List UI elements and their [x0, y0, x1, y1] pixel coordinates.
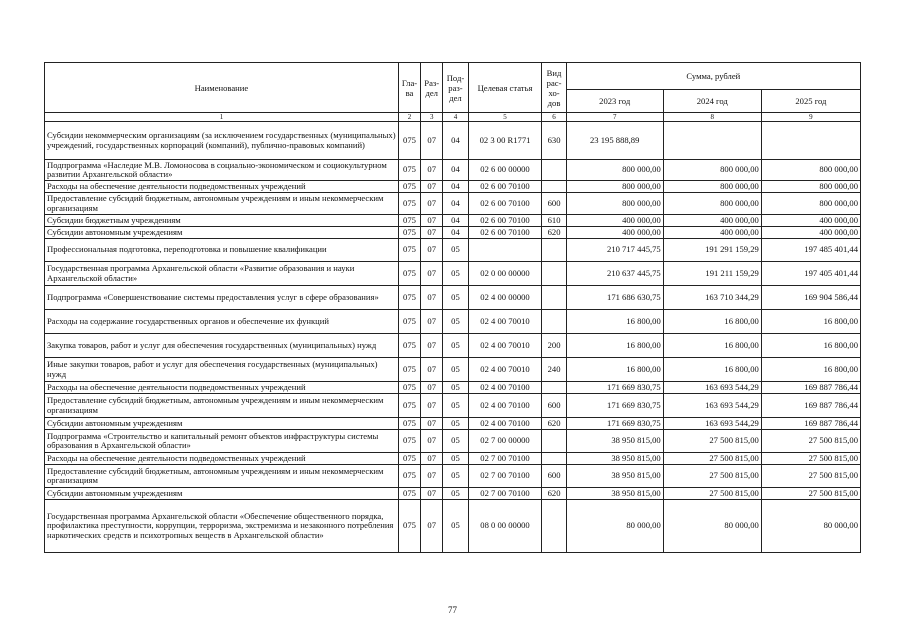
- row-expense-type: [542, 286, 566, 310]
- row-section: 07: [421, 262, 443, 286]
- row-name: Предоставление субсидий бюджетным, автономным учреждениям и иным некоммерческим организациям: [45, 193, 399, 215]
- row-name: Субсидии автономным учреждениям: [45, 488, 399, 500]
- row-sum-2023: 16 800,00: [566, 334, 663, 358]
- row-chapter: 075: [398, 488, 420, 500]
- row-sum-2023: 210 717 445,75: [566, 239, 663, 262]
- row-sum-2025: 800 000,00: [761, 193, 860, 215]
- row-sum-2024: 27 500 815,00: [663, 430, 761, 453]
- row-expense-type: [542, 430, 566, 453]
- row-target: 02 4 00 70100: [468, 382, 542, 394]
- row-expense-type: 600: [542, 465, 566, 488]
- row-section: 07: [421, 500, 443, 553]
- row-sum-2025: 197 405 401,44: [761, 262, 860, 286]
- row-sum-2023: 210 637 445,75: [566, 262, 663, 286]
- row-section: 07: [421, 227, 443, 239]
- row-name: Расходы на обеспечение деятельности подведомственных учреждений: [45, 181, 399, 193]
- row-chapter: 075: [398, 500, 420, 553]
- row-sum-2024: 16 800,00: [663, 334, 761, 358]
- row-sum-2024: 27 500 815,00: [663, 465, 761, 488]
- row-target: 02 4 00 70010: [468, 334, 542, 358]
- row-name: Закупка товаров, работ и услуг для обеспечения государственных (муниципальных) нужд: [45, 334, 399, 358]
- row-section: 07: [421, 382, 443, 394]
- row-target: 02 4 00 70010: [468, 358, 542, 382]
- row-section: 07: [421, 286, 443, 310]
- row-section: 07: [421, 193, 443, 215]
- page-number: 77: [448, 605, 457, 615]
- row-sum-2024: 400 000,00: [663, 215, 761, 227]
- row-expense-type: 600: [542, 394, 566, 418]
- row-expense-type: 630: [542, 122, 566, 160]
- table-row: [45, 488, 861, 500]
- row-target: 02 7 00 70100: [468, 488, 542, 500]
- row-section: 07: [421, 394, 443, 418]
- row-sum-2024: 400 000,00: [663, 227, 761, 239]
- row-subsection: 05: [443, 394, 468, 418]
- table-row: [45, 394, 861, 418]
- row-sum-2023: 800 000,00: [566, 193, 663, 215]
- row-sum-2024: [663, 122, 761, 160]
- row-expense-type: [542, 500, 566, 553]
- row-sum-2024: 16 800,00: [663, 310, 761, 334]
- row-subsection: 04: [443, 215, 468, 227]
- row-sum-2024: 163 693 544,29: [663, 382, 761, 394]
- colnum: 8: [663, 113, 761, 122]
- header-expense-type: Вид рас-хо-дов: [542, 63, 566, 113]
- row-section: 07: [421, 418, 443, 430]
- row-sum-2024: 80 000,00: [663, 500, 761, 553]
- row-target: 02 4 00 70100: [468, 418, 542, 430]
- row-sum-2025: 16 800,00: [761, 310, 860, 334]
- table-row: [45, 310, 861, 334]
- row-sum-2023: 400 000,00: [566, 215, 663, 227]
- header-chapter: Гла-ва: [398, 63, 420, 113]
- row-subsection: 04: [443, 193, 468, 215]
- row-sum-2023: 800 000,00: [566, 181, 663, 193]
- row-sum-2025: 27 500 815,00: [761, 465, 860, 488]
- table-row: [45, 227, 861, 239]
- table-row: [45, 286, 861, 310]
- row-sum-2023: 171 686 630,75: [566, 286, 663, 310]
- row-chapter: 075: [398, 334, 420, 358]
- table-row: [45, 215, 861, 227]
- row-chapter: 075: [398, 358, 420, 382]
- row-sum-2025: 27 500 815,00: [761, 488, 860, 500]
- row-subsection: 04: [443, 227, 468, 239]
- row-sum-2023: 16 800,00: [566, 310, 663, 334]
- row-target: 02 7 00 00000: [468, 430, 542, 453]
- row-expense-type: 200: [542, 334, 566, 358]
- row-sum-2025: 169 887 786,44: [761, 394, 860, 418]
- row-expense-type: 600: [542, 193, 566, 215]
- row-chapter: 075: [398, 286, 420, 310]
- table-row: [45, 465, 861, 488]
- row-target: [468, 239, 542, 262]
- row-target: 02 6 00 70100: [468, 181, 542, 193]
- row-subsection: 05: [443, 334, 468, 358]
- column-number-row: [45, 113, 861, 122]
- row-section: 07: [421, 488, 443, 500]
- header-year-2023: 2023 год: [566, 90, 663, 113]
- row-section: 07: [421, 215, 443, 227]
- colnum: 5: [468, 113, 542, 122]
- row-sum-2023: 171 669 830,75: [566, 418, 663, 430]
- table-row: [45, 418, 861, 430]
- row-subsection: 05: [443, 418, 468, 430]
- row-chapter: 075: [398, 394, 420, 418]
- header-year-2024: 2024 год: [663, 90, 761, 113]
- table-row: [45, 334, 861, 358]
- row-sum-2023: 38 950 815,00: [566, 488, 663, 500]
- row-subsection: 04: [443, 160, 468, 181]
- row-subsection: 05: [443, 310, 468, 334]
- colnum: 1: [45, 113, 399, 122]
- row-sum-2023: 38 950 815,00: [566, 465, 663, 488]
- row-sum-2024: 800 000,00: [663, 160, 761, 181]
- row-section: 07: [421, 453, 443, 465]
- row-name: Субсидии автономным учреждениям: [45, 418, 399, 430]
- row-target: 08 0 00 00000: [468, 500, 542, 553]
- row-sum-2023: 38 950 815,00: [566, 453, 663, 465]
- row-section: 07: [421, 310, 443, 334]
- row-sum-2025: 27 500 815,00: [761, 430, 860, 453]
- row-target: 02 4 00 00000: [468, 286, 542, 310]
- row-expense-type: [542, 181, 566, 193]
- row-sum-2023: 171 669 830,75: [566, 394, 663, 418]
- row-expense-type: 620: [542, 488, 566, 500]
- row-section: 07: [421, 122, 443, 160]
- row-sum-2025: 800 000,00: [761, 160, 860, 181]
- table-row: [45, 382, 861, 394]
- row-sum-2025: 197 485 401,44: [761, 239, 860, 262]
- row-target: 02 6 00 70100: [468, 227, 542, 239]
- row-chapter: 075: [398, 215, 420, 227]
- colnum: 4: [443, 113, 468, 122]
- header-target: Целевая статья: [468, 63, 542, 113]
- row-name: Субсидии бюджетным учреждениям: [45, 215, 399, 227]
- row-sum-2023: 16 800,00: [566, 358, 663, 382]
- row-sum-2024: 163 710 344,29: [663, 286, 761, 310]
- table-row: [45, 358, 861, 382]
- row-target: 02 4 00 70100: [468, 394, 542, 418]
- row-sum-2025: 800 000,00: [761, 181, 860, 193]
- row-subsection: 04: [443, 122, 468, 160]
- row-section: 07: [421, 465, 443, 488]
- row-expense-type: [542, 239, 566, 262]
- colnum: 6: [542, 113, 566, 122]
- table-row: [45, 181, 861, 193]
- row-sum-2024: 191 211 159,29: [663, 262, 761, 286]
- header-name: Наименование: [45, 63, 399, 113]
- row-chapter: 075: [398, 181, 420, 193]
- row-sum-2025: 169 887 786,44: [761, 418, 860, 430]
- row-sum-2025: 400 000,00: [761, 227, 860, 239]
- row-chapter: 075: [398, 310, 420, 334]
- row-section: 07: [421, 239, 443, 262]
- row-sum-2024: 27 500 815,00: [663, 488, 761, 500]
- row-chapter: 075: [398, 465, 420, 488]
- row-sum-2025: 80 000,00: [761, 500, 860, 553]
- row-subsection: 05: [443, 488, 468, 500]
- row-section: 07: [421, 181, 443, 193]
- row-name: Расходы на обеспечение деятельности подведомственных учреждений: [45, 382, 399, 394]
- row-expense-type: [542, 310, 566, 334]
- row-target: 02 6 00 70100: [468, 215, 542, 227]
- row-name: Подпрограмма «Совершенствование системы предоставления услуг в сфере образования»: [45, 286, 399, 310]
- row-chapter: 075: [398, 239, 420, 262]
- budget-table: [44, 62, 861, 553]
- row-expense-type: 610: [542, 215, 566, 227]
- row-sum-2023: 23 195 888,89: [566, 122, 663, 160]
- row-subsection: 04: [443, 181, 468, 193]
- header-subsection: Под-раз-дел: [443, 63, 468, 113]
- row-target: 02 4 00 70010: [468, 310, 542, 334]
- table-row: [45, 160, 861, 181]
- row-name: Государственная программа Архангельской области «Обеспечение общественного порядка, профилактика преступности, коррупции, терроризма, экстремизма и незаконного потребления наркотических средств и психотропных веществ в Архангельской области»: [45, 500, 399, 553]
- row-sum-2025: 27 500 815,00: [761, 453, 860, 465]
- header-sum: Сумма, рублей: [566, 63, 860, 90]
- row-subsection: 05: [443, 465, 468, 488]
- row-sum-2024: 800 000,00: [663, 181, 761, 193]
- row-expense-type: [542, 160, 566, 181]
- colnum: 7: [566, 113, 663, 122]
- colnum: 9: [761, 113, 860, 122]
- row-name: Подпрограмма «Наследие М.В. Ломоносова в социально-экономическом и социокультурном развитии Архангельской области»: [45, 160, 399, 181]
- row-name: Государственная программа Архангельской области «Развитие образования и науки Архангельской области»: [45, 262, 399, 286]
- row-target: 02 7 00 70100: [468, 453, 542, 465]
- row-name: Расходы на содержание государственных органов и обеспечение их функций: [45, 310, 399, 334]
- row-subsection: 05: [443, 358, 468, 382]
- row-sum-2024: 163 693 544,29: [663, 394, 761, 418]
- row-name: Профессиональная подготовка, переподготовка и повышение квалификации: [45, 239, 399, 262]
- row-sum-2023: 400 000,00: [566, 227, 663, 239]
- row-sum-2023: 800 000,00: [566, 160, 663, 181]
- table-row: [45, 262, 861, 286]
- row-name: Предоставление субсидий бюджетным, автономным учреждениям и иным некоммерческим организациям: [45, 394, 399, 418]
- row-section: 07: [421, 334, 443, 358]
- row-subsection: 05: [443, 500, 468, 553]
- row-chapter: 075: [398, 418, 420, 430]
- row-expense-type: 620: [542, 227, 566, 239]
- row-expense-type: 620: [542, 418, 566, 430]
- row-chapter: 075: [398, 453, 420, 465]
- row-sum-2024: 27 500 815,00: [663, 453, 761, 465]
- row-sum-2024: 16 800,00: [663, 358, 761, 382]
- row-subsection: 05: [443, 262, 468, 286]
- table-row: [45, 239, 861, 262]
- row-sum-2025: [761, 122, 860, 160]
- row-chapter: 075: [398, 382, 420, 394]
- row-name: Субсидии некоммерческим организациям (за исключением государственных (муниципальных) учреждений, государственных корпораций (компаний), публично-правовых компаний): [45, 122, 399, 160]
- row-target: 02 3 00 R1771: [468, 122, 542, 160]
- row-section: 07: [421, 160, 443, 181]
- row-chapter: 075: [398, 160, 420, 181]
- row-name: Расходы на обеспечение деятельности подведомственных учреждений: [45, 453, 399, 465]
- row-sum-2025: 16 800,00: [761, 334, 860, 358]
- row-chapter: 075: [398, 193, 420, 215]
- row-chapter: 075: [398, 227, 420, 239]
- row-target: 02 6 00 70100: [468, 193, 542, 215]
- colnum: 2: [398, 113, 420, 122]
- row-sum-2023: 38 950 815,00: [566, 430, 663, 453]
- row-expense-type: [542, 262, 566, 286]
- row-subsection: 05: [443, 239, 468, 262]
- row-sum-2024: 800 000,00: [663, 193, 761, 215]
- row-sum-2023: 171 669 830,75: [566, 382, 663, 394]
- row-target: 02 6 00 00000: [468, 160, 542, 181]
- row-name: Иные закупки товаров, работ и услуг для обеспечения государственных (муниципальных) нужд: [45, 358, 399, 382]
- row-subsection: 05: [443, 286, 468, 310]
- row-name: Субсидии автономным учреждениям: [45, 227, 399, 239]
- header-section: Раз-дел: [421, 63, 443, 113]
- row-sum-2024: 163 693 544,29: [663, 418, 761, 430]
- row-sum-2025: 169 887 786,44: [761, 382, 860, 394]
- table-row: [45, 500, 861, 553]
- table-row: [45, 430, 861, 453]
- row-chapter: 075: [398, 430, 420, 453]
- row-target: 02 7 00 70100: [468, 465, 542, 488]
- row-expense-type: [542, 453, 566, 465]
- row-chapter: 075: [398, 122, 420, 160]
- header-year-2025: 2025 год: [761, 90, 860, 113]
- row-sum-2023: 80 000,00: [566, 500, 663, 553]
- table-row: [45, 122, 861, 160]
- row-section: 07: [421, 358, 443, 382]
- row-subsection: 05: [443, 382, 468, 394]
- row-subsection: 05: [443, 430, 468, 453]
- row-expense-type: 240: [542, 358, 566, 382]
- row-subsection: 05: [443, 453, 468, 465]
- row-section: 07: [421, 430, 443, 453]
- colnum: 3: [421, 113, 443, 122]
- row-name: Предоставление субсидий бюджетным, автономным учреждениям и иным некоммерческим организациям: [45, 465, 399, 488]
- table-row: [45, 193, 861, 215]
- row-expense-type: [542, 382, 566, 394]
- row-chapter: 075: [398, 262, 420, 286]
- table-row: [45, 453, 861, 465]
- row-sum-2025: 169 904 586,44: [761, 286, 860, 310]
- row-sum-2025: 16 800,00: [761, 358, 860, 382]
- row-sum-2025: 400 000,00: [761, 215, 860, 227]
- table-body: [45, 122, 861, 553]
- row-sum-2024: 191 291 159,29: [663, 239, 761, 262]
- row-target: 02 0 00 00000: [468, 262, 542, 286]
- row-name: Подпрограмма «Строительство и капитальный ремонт объектов инфраструктуры системы образования в Архангельской области»: [45, 430, 399, 453]
